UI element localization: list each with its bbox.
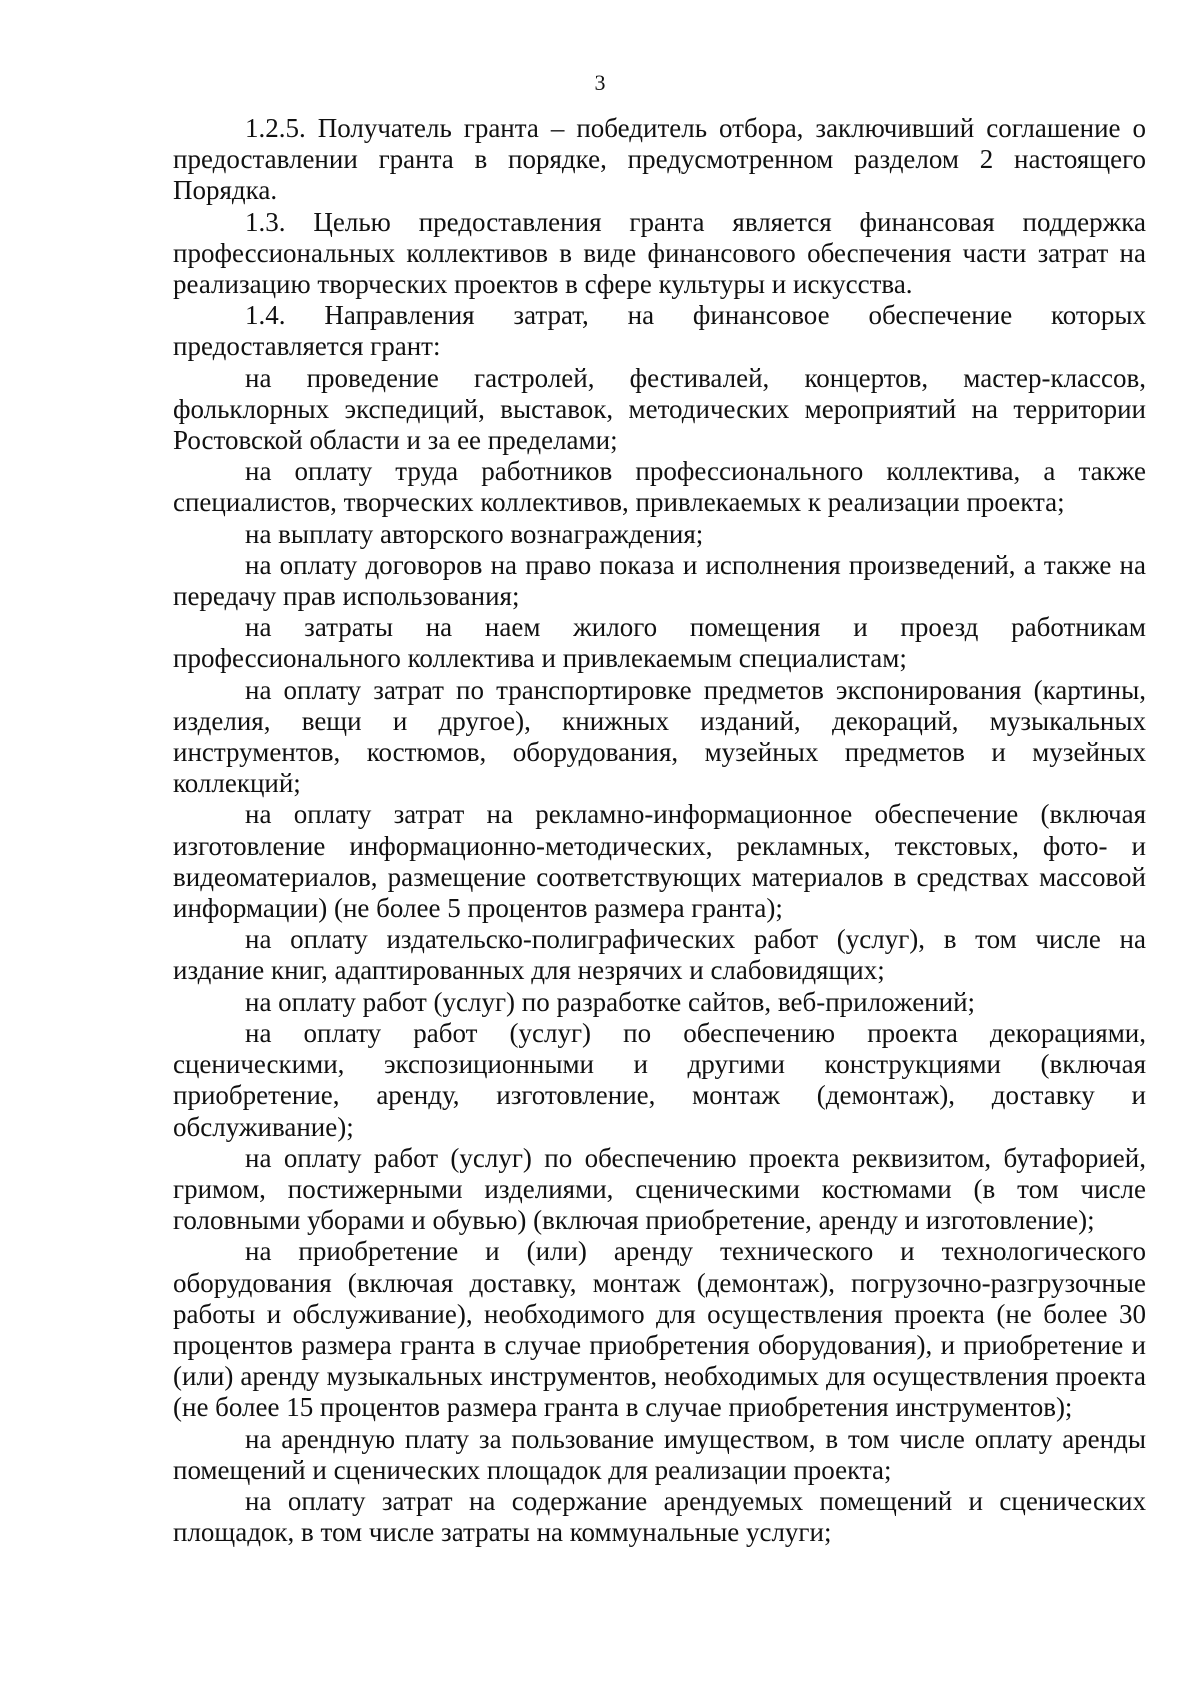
list-item-publishing: на оплату издательско-полиграфических работ (услуг), в том числе на издание книг, адаптированных для незрячих и слабовидящих; <box>173 924 1146 986</box>
list-item-maintenance: на оплату затрат на содержание арендуемых помещений и сценических площадок, в том числе затраты на коммунальные услуги; <box>173 1485 1146 1548</box>
list-item-author-fee: на выплату авторского вознаграждения; <box>245 518 704 549</box>
paragraph-1-2-5: 1.2.5. Получатель гранта – победитель отбора, заключивший соглашение о предоставлении гранта в порядке, предусмотренном разделом 2 настоящего Порядка. <box>173 113 1146 206</box>
list-item-advertising: на оплату затрат на рекламно-информационное обеспечение (включая изготовление информационно-методических, рекламных, текстовых, фото- и видеоматериалов, размещение соответствующих материалов в средствах массовой информации) (не более 5 процентов размера гранта); <box>173 799 1146 924</box>
list-item-performance-rights: на оплату договоров на право показа и исполнения произведений, а также на передачу прав использования; <box>173 549 1146 612</box>
list-item-housing-travel: на затраты на наем жилого помещения и проезд работникам профессионального коллектива и привлекаемым специалистам; <box>173 612 1146 674</box>
list-item-transport: на оплату затрат по транспортировке предметов экспонирования (картины, изделия, вещи и другое), книжных изданий, декораций, музыкальных инструментов, костюмов, оборудования, музейных предметов и музейных коллекций; <box>173 674 1146 799</box>
paragraph-1-3: 1.3. Целью предоставления гранта является финансовая поддержка профессиональных коллективов в виде финансового обеспечения части затрат на реализацию творческих проектов в сфере культуры и искусства. <box>173 206 1146 300</box>
paragraph-1-4: 1.4. Направления затрат, на финансовое обеспечение которых предоставляется грант: <box>173 300 1146 362</box>
document-body <box>173 113 1146 1548</box>
list-item-equipment: на приобретение и (или) аренду технического и технологического оборудования (включая доставку, монтаж (демонтаж), погрузочно-разгрузочные работы и обслуживание), необходимого для осуществления проекта (не более 30 процентов размера гранта в случае приобретения оборудования), и приобретение и (или) аренду музыкальных инструментов, необходимых для осуществления проекта (не более 15 процентов размера гранта в случае приобретения инструментов); <box>173 1236 1146 1423</box>
list-item-scenery: на оплату работ (услуг) по обеспечению проекта декорациями, сценическими, экспозиционными и другими конструкциями (включая приобретение, аренду, изготовление, монтаж (демонтаж), доставку и обслуживание); <box>173 1017 1146 1142</box>
list-item-props: на оплату работ (услуг) по обеспечению проекта реквизитом, бутафорией, гримом, постижерными изделиями, сценическими костюмами (в том числе головными уборами и обувью) (включая приобретение, аренду и изготовление); <box>173 1142 1146 1236</box>
list-item-rent: на арендную плату за пользование имуществом, в том числе оплату аренды помещений и сценических площадок для реализации проекта; <box>173 1423 1146 1485</box>
list-item-labor: на оплату труда работников профессионального коллектива, а также специалистов, творческих коллективов, привлекаемых к реализации проекта; <box>173 456 1146 518</box>
list-item-tours: на проведение гастролей, фестивалей, концертов, мастер-классов, фольклорных экспедиций, выставок, методических мероприятий на территории Ростовской области и за ее пределами; <box>173 362 1146 456</box>
list-item-websites: на оплату работ (услуг) по разработке сайтов, веб-приложений; <box>245 986 976 1017</box>
page-number: 3 <box>594 70 606 95</box>
